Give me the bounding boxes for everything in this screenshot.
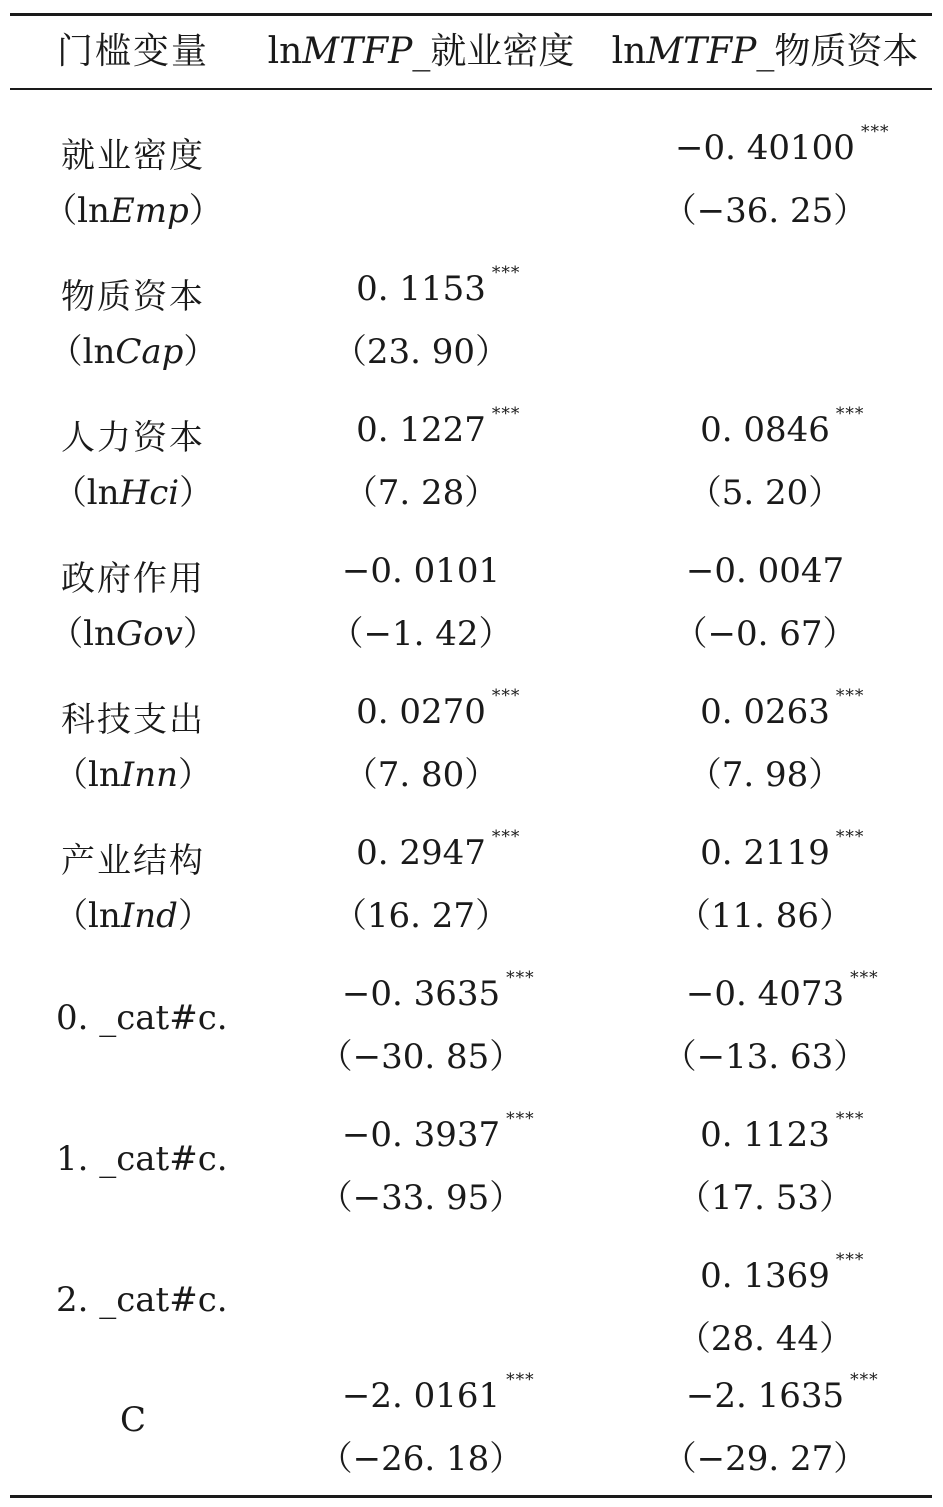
table-row — [0, 668, 943, 808]
cell-employment-density — [265, 668, 577, 808]
cell-employment-density — [265, 386, 577, 526]
t-statistic: （−33. 95） — [318, 1178, 524, 1218]
t-statistic: （−1. 42） — [329, 614, 513, 654]
significance-stars: *** — [491, 404, 521, 424]
t-statistic: （17. 53） — [676, 1178, 854, 1218]
row-label — [18, 245, 248, 385]
t-statistic: （23. 90） — [332, 332, 510, 372]
cell-physical-capital — [600, 527, 930, 667]
variable-name: 物质资本 — [61, 277, 205, 317]
t-statistic: （−30. 85） — [318, 1037, 524, 1077]
table-row — [0, 950, 943, 1090]
row-label — [18, 1232, 248, 1372]
row-label — [18, 668, 248, 808]
variable-name: 科技支出 — [61, 700, 205, 740]
coefficient: 0. 0263 *** — [700, 686, 865, 732]
row-label — [18, 809, 248, 949]
table-header — [0, 16, 943, 88]
coefficient: −0. 3635 *** — [341, 968, 535, 1014]
variable-name: 1. _cat#c. — [56, 1139, 228, 1179]
coefficient: −0. 0047 — [685, 551, 845, 591]
significance-stars: *** — [850, 1370, 879, 1390]
coefficient: 0. 2119 *** — [700, 827, 865, 873]
significance-stars: *** — [491, 827, 521, 847]
table-row — [0, 1352, 943, 1492]
t-statistic: （11. 86） — [676, 896, 854, 936]
header-col-physical-capital: lnMTFP_物质资本 — [611, 31, 919, 72]
significance-stars: *** — [506, 1109, 535, 1129]
cell-physical-capital — [600, 104, 930, 244]
coefficient: 0. 1123 *** — [700, 1109, 865, 1155]
significance-stars: *** — [491, 686, 521, 706]
variable-name: 政府作用 — [61, 559, 205, 599]
significance-stars: *** — [491, 263, 521, 283]
cell-employment-density — [265, 809, 577, 949]
cell-physical-capital — [600, 1232, 930, 1372]
significance-stars: *** — [835, 404, 865, 424]
significance-stars: *** — [506, 1370, 535, 1390]
variable-name: C — [119, 1400, 146, 1440]
table-header-rule — [10, 88, 932, 90]
coefficient: −2. 0161 *** — [341, 1370, 535, 1416]
variable-symbol: （lnInn） — [53, 755, 212, 795]
coefficient: 0. 0846 *** — [700, 404, 865, 450]
coefficient: −0. 3937 *** — [341, 1109, 535, 1155]
variable-symbol: （lnGov） — [49, 614, 217, 654]
table-row — [0, 386, 943, 526]
significance-stars: *** — [835, 1109, 865, 1129]
header-col-employment-density: lnMTFP_就业密度 — [267, 31, 575, 72]
table-bottom-rule — [10, 1495, 932, 1498]
coefficient: −0. 0101 — [341, 551, 501, 591]
cell-employment-density — [265, 1352, 577, 1492]
cell-employment-density — [265, 527, 577, 667]
t-statistic: （−13. 63） — [662, 1037, 868, 1077]
t-statistic: （−29. 27） — [662, 1439, 868, 1479]
coefficient: −0. 40100 *** — [675, 122, 890, 168]
significance-stars: *** — [835, 1250, 865, 1270]
significance-stars: *** — [506, 968, 535, 988]
variable-name: 产业结构 — [61, 841, 205, 881]
coefficient: 0. 1227 *** — [356, 404, 521, 450]
coefficient: −2. 1635 *** — [685, 1370, 879, 1416]
cell-employment-density — [265, 245, 577, 385]
header-threshold-variable: 门槛变量 — [56, 31, 209, 72]
variable-symbol: （lnHci） — [52, 473, 214, 513]
coefficient: 0. 1153 *** — [356, 263, 521, 309]
table-row — [0, 1232, 943, 1372]
t-statistic: （5. 20） — [687, 473, 843, 513]
t-statistic: （−36. 25） — [662, 191, 868, 231]
variable-name: 人力资本 — [61, 418, 205, 458]
t-statistic: （16. 27） — [332, 896, 510, 936]
significance-stars: *** — [860, 122, 890, 142]
t-statistic: （7. 28） — [343, 473, 499, 513]
coefficient: 0. 0270 *** — [356, 686, 521, 732]
t-statistic: （−26. 18） — [318, 1439, 524, 1479]
variable-symbol: （lnEmp） — [43, 191, 223, 231]
table-row — [0, 104, 943, 244]
row-label — [18, 1352, 248, 1492]
table-row — [0, 1091, 943, 1231]
cell-physical-capital — [600, 1352, 930, 1492]
row-label — [18, 104, 248, 244]
row-label — [18, 527, 248, 667]
significance-stars: *** — [835, 686, 865, 706]
row-label — [18, 386, 248, 526]
coefficient: 0. 2947 *** — [356, 827, 521, 873]
row-label — [18, 950, 248, 1090]
significance-stars: *** — [850, 968, 879, 988]
t-statistic: （7. 80） — [343, 755, 499, 795]
coefficient: 0. 1369 *** — [700, 1250, 865, 1296]
variable-name: 0. _cat#c. — [56, 998, 228, 1038]
cell-employment-density — [265, 950, 577, 1090]
t-statistic: （28. 44） — [676, 1319, 854, 1359]
variable-name: 就业密度 — [61, 136, 205, 176]
cell-physical-capital — [600, 809, 930, 949]
table-row — [0, 527, 943, 667]
t-statistic: （−0. 67） — [673, 614, 857, 654]
cell-physical-capital — [600, 950, 930, 1090]
row-label — [18, 1091, 248, 1231]
variable-symbol: （lnCap） — [48, 332, 218, 372]
significance-stars: *** — [835, 827, 865, 847]
table-row — [0, 809, 943, 949]
coefficient: −0. 4073 *** — [685, 968, 879, 1014]
variable-symbol: （lnInd） — [54, 896, 212, 936]
cell-physical-capital — [600, 668, 930, 808]
cell-physical-capital — [600, 386, 930, 526]
variable-name: 2. _cat#c. — [56, 1280, 228, 1320]
t-statistic: （7. 98） — [687, 755, 843, 795]
cell-employment-density — [265, 1091, 577, 1231]
table-row — [0, 245, 943, 385]
cell-physical-capital — [600, 1091, 930, 1231]
